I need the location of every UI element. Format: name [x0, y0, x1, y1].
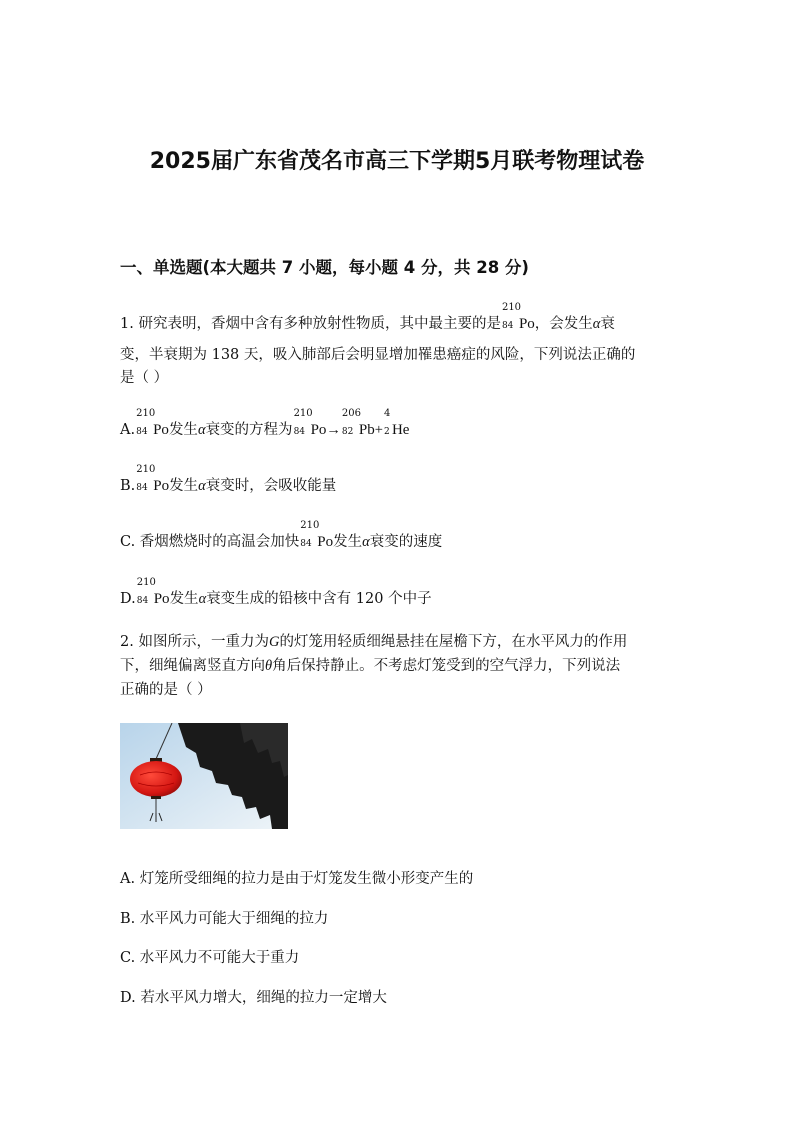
gravity-symbol: G [268, 634, 280, 650]
nuclide-pb: 206 82 Pb [341, 408, 375, 438]
q1-line2: 变，半衰期为 138 天，吸入肺部后会明显增加罹患癌症的风险，下列说法正确的 [120, 347, 636, 363]
q1-option-a[interactable]: A. 210 84 Po发生α衰变的方程为 210 84 Po→ 206 82 Pb+ 4 2 He [120, 408, 410, 438]
q1-option-d[interactable]: D. 210 84 Po发生α衰变生成的铅核中含有 120 个中子 [120, 577, 432, 607]
nuclide-po: 210 84 Po [293, 408, 327, 438]
nuclide-he: 4 2 He [383, 408, 410, 438]
q2-line2: 下，细绳偏离竖直方向θ角后保持静止。不考虑灯笼受到的空气浮力，下列说法 [120, 658, 621, 674]
section-heading: 一、单选题(本大题共 7 小题，每小题 4 分，共 28 分) [120, 258, 529, 277]
plus-symbol: + [374, 422, 383, 438]
q1-option-c[interactable]: C. 香烟燃烧时的高温会加快 210 84 Po发生α衰变的速度 [120, 520, 443, 550]
nuclide-po: 210 84 Po [136, 464, 170, 494]
q1-option-b[interactable]: B. 210 84 Po发生α衰变时，会吸收能量 [120, 464, 337, 494]
lantern-photo [120, 723, 288, 829]
q1-text-a: 1. 研究表明，香烟中含有多种放射性物质，其中最主要的是 [120, 316, 501, 332]
q1-text-b: ，会发生 [534, 316, 593, 332]
q2-option-c[interactable]: C. 水平风力不可能大于重力 [120, 950, 300, 966]
theta-symbol: θ [265, 658, 273, 674]
nuclide-po: 210 84 Po [501, 302, 535, 332]
page-title: 2025届广东省茂名市高三下学期5月联考物理试卷 [149, 149, 645, 174]
arrow-symbol: → [326, 422, 341, 438]
q2-option-b[interactable]: B. 水平风力可能大于细绳的拉力 [120, 911, 329, 927]
q2-line1: 2. 如图所示，一重力为G的灯笼用轻质细绳悬挂在屋檐下方，在水平风力的作用 [120, 634, 628, 650]
nuclide-po: 210 84 Po [136, 408, 169, 438]
q1-text-c: 衰 [600, 316, 615, 332]
alpha-symbol: α [592, 316, 601, 332]
q1-line1 [120, 302, 615, 333]
q1-line3: 是（ ） [120, 370, 169, 386]
q2-option-d[interactable]: D. 若水平风力增大，细绳的拉力一定增大 [120, 990, 387, 1006]
nuclide-po: 210 84 Po [300, 520, 334, 550]
q2-option-a[interactable]: A. 灯笼所受细绳的拉力是由于灯笼发生微小形变产生的 [120, 871, 474, 887]
q2-line3: 正确的是（ ） [120, 682, 212, 698]
nuclide-po: 210 84 Po [136, 577, 170, 607]
